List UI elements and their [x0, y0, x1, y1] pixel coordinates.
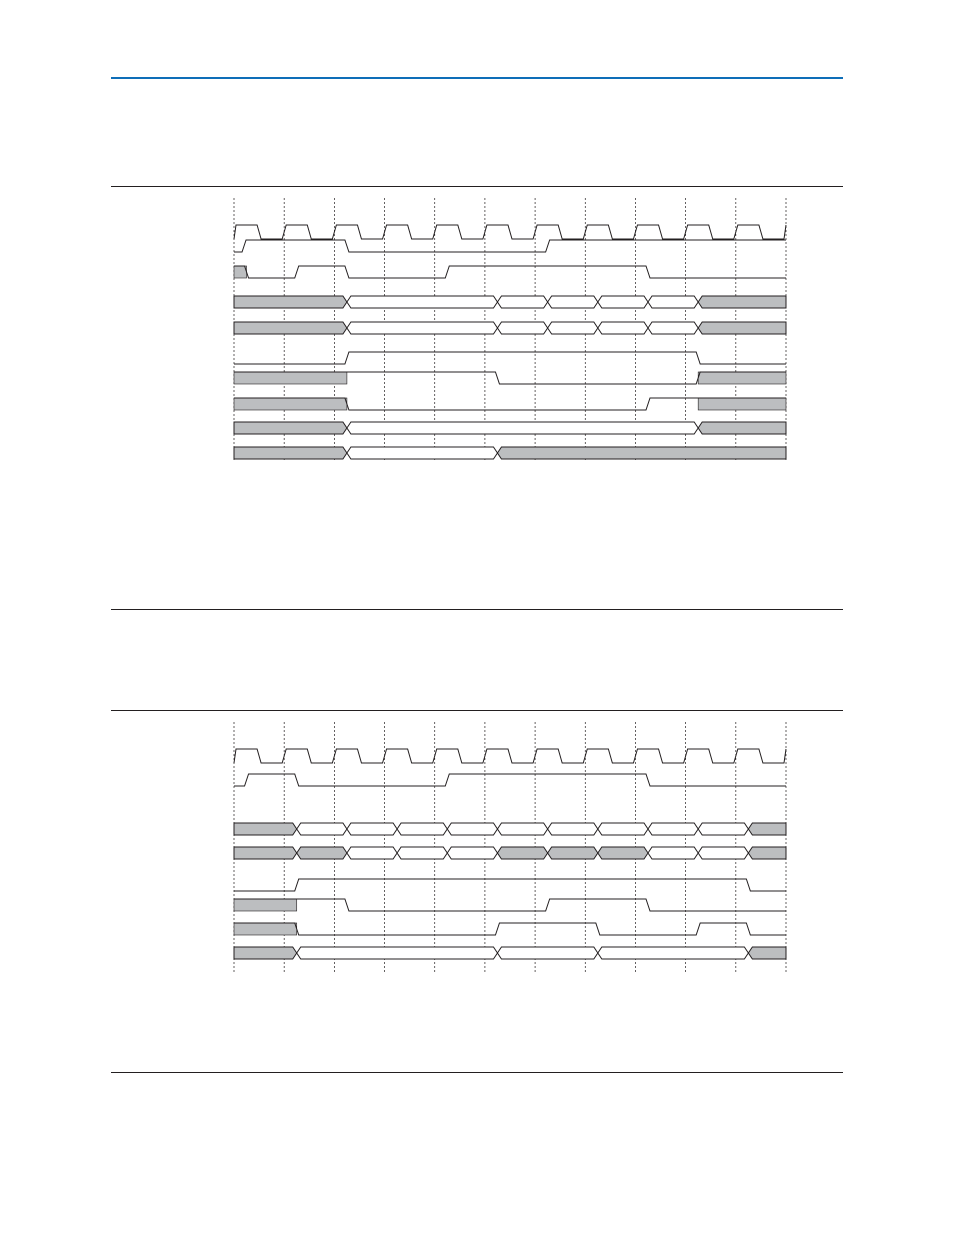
bus-5-segment [648, 322, 698, 334]
bus-9-segment [748, 947, 786, 959]
bus-4-segment [598, 823, 648, 835]
bus-10-segment [497, 447, 786, 459]
bus-9-segment [698, 422, 786, 434]
bus-4-segment [698, 823, 748, 835]
bus-4-segment [648, 296, 698, 308]
bus-5-segment [548, 322, 598, 334]
bus-4-segment [548, 823, 598, 835]
bus-4-segment [598, 296, 648, 308]
signal-3-waveform [234, 266, 786, 278]
bus-9-segment [297, 947, 498, 959]
bus-4-segment [234, 823, 297, 835]
bus-4-segment [497, 823, 547, 835]
signal-2-waveform [234, 240, 786, 252]
bus-9-segment [598, 947, 749, 959]
undefined-region [234, 372, 347, 384]
bus-5-segment [748, 847, 786, 859]
bus-5-segment [548, 847, 598, 859]
signal-8-waveform [234, 923, 786, 935]
bus-5-segment [234, 322, 347, 334]
timing-diagram-1 [234, 198, 786, 462]
bus-9-segment [347, 422, 698, 434]
bus-5-segment [397, 847, 447, 859]
bus-5-segment [347, 322, 498, 334]
bus-4-segment [497, 296, 547, 308]
bus-5-segment [648, 847, 698, 859]
bus-4-segment [748, 823, 786, 835]
bus-4-segment [297, 823, 347, 835]
signal-2-waveform [234, 774, 786, 786]
clock-waveform [234, 749, 786, 763]
bus-10-segment [347, 447, 498, 459]
bus-5-segment [598, 847, 648, 859]
bus-5-segment [698, 847, 748, 859]
bus-4-segment [347, 296, 498, 308]
clock-waveform [234, 225, 786, 239]
bus-5-segment [598, 322, 648, 334]
bus-9-segment [234, 422, 347, 434]
undefined-region [698, 398, 786, 410]
signal-7-waveform [234, 899, 786, 911]
bus-4-segment [447, 823, 497, 835]
bus-9-segment [497, 947, 597, 959]
timing-diagram-2 [234, 722, 786, 972]
bus-5-segment [497, 847, 547, 859]
undefined-region [234, 923, 297, 935]
bus-5-segment [497, 322, 547, 334]
bus-9-segment [234, 947, 297, 959]
signal-6-waveform [234, 879, 786, 891]
undefined-region [698, 372, 786, 384]
bus-10-segment [234, 447, 347, 459]
bus-4-segment [397, 823, 447, 835]
bus-5-segment [234, 847, 297, 859]
bus-5-segment [447, 847, 497, 859]
bus-5-segment [698, 322, 786, 334]
bus-5-segment [347, 847, 397, 859]
bus-4-segment [548, 296, 598, 308]
bus-4-segment [698, 296, 786, 308]
bus-4-segment [648, 823, 698, 835]
undefined-region [234, 899, 297, 911]
bus-4-segment [347, 823, 397, 835]
bus-4-segment [234, 296, 347, 308]
signal-6-waveform [234, 352, 786, 364]
bus-5-segment [297, 847, 347, 859]
undefined-region [234, 398, 347, 410]
